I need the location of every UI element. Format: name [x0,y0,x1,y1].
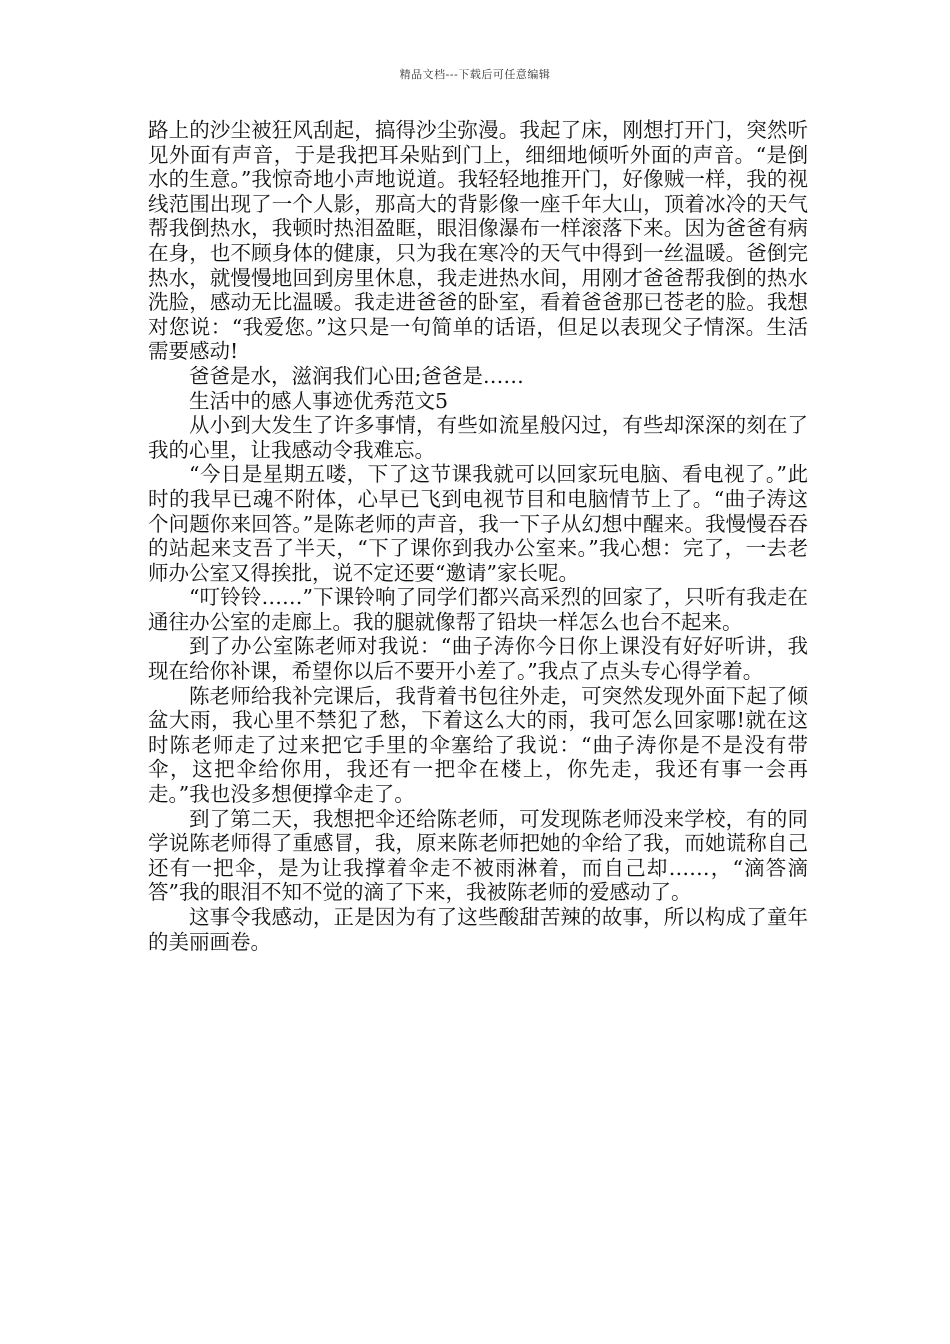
paragraph-7: 到了办公室陈老师对我说：“曲子涛你今日你上课没有好好听讲，我现在给你补课，希望你以后不要开小差了。”我点了点头专心得学着。 [148,634,808,684]
paragraph-8: 陈老师给我补完课后，我背着书包往外走，可突然发现外面下起了倾盆大雨，我心里不禁犯了愁，下着这么大的雨，我可怎么回家哪!就在这时陈老师走了过来把它手里的伞塞给了我说：“曲子涛你是不是没有带伞，这把伞给你用，我还有一把伞在楼上，你先走，我还有事一会再走。”我也没多想便撑伞走了。 [148,683,808,807]
page-header: 精品文档---下载后可任意编辑 [399,68,551,81]
paragraph-2: 爸爸是水，滋润我们心田;爸爸是…… [189,363,524,388]
paragraph-6: “叮铃铃……”下课铃响了同学们都兴高采烈的回家了，只听有我走在通往办公室的走廊上。我的腿就像帮了铅块一样怎么也台不起来。 [148,585,808,634]
paragraph-10: 这事令我感动，正是因为有了这些酸甜苦辣的故事，所以构成了童年的美丽画卷。 [148,905,808,954]
paragraph-1: 路上的沙尘被狂风刮起，搞得沙尘弥漫。我起了床，刚想打开门，突然听见外面有声音，于是我把耳朵贴到门上，细细地倾听外面的声音。“是倒水的生意。”我惊奇地小声地说道。我轻轻地推开门，好像贼一样，我的视线范围出现了一个人影，那高大的背影像一座千年大山，顶着冰冷的天气帮我倒热水，我顿时热泪盈眶，眼泪像瀑布一样滚落下来。因为爸爸有病在身，也不顾身体的健康，只为我在寒冷的天气中得到一丝温暖。爸倒完热水，就慢慢地回到房里休息，我走进热水间，用刚才爸爸帮我倒的热水洗脸，感动无比温暖。我走进爸爸的卧室，看着爸爸那已苍老的脸。我想对您说：“我爱您。”这只是一句简单的话语，但足以表现父子情深。生活需要感动! [148,118,808,364]
paragraph-4: 从小到大发生了许多事情，有些如流星般闪过，有些却深深的刻在了我的心里，让我感动令我难忘。 [148,413,808,462]
document-body [148,118,808,954]
section-title: 生活中的感人事迹优秀范文5 [189,388,449,413]
paragraph-9: 到了第二天，我想把伞还给陈老师，可发现陈老师没来学校，有的同学说陈老师得了重感冒，我，原来陈老师把她的伞给了我，而她谎称自己还有一把伞，是为让我撑着伞走不被雨淋着，而自己却……，“滴答滴答”我的眼泪不知不觉的滴了下来，我被陈老师的爱感动了。 [148,806,808,905]
paragraph-5: “今日是星期五喽，下了这节课我就可以回家玩电脑、看电视了。”此时的我早已魂不附体，心早已飞到电视节目和电脑情节上了。“曲子涛这个问题你来回答。”是陈老师的声音，我一下子从幻想中醒来。我慢慢吞吞的站起来支吾了半天，“下了课你到我办公室来。”我心想：完了，一去老师办公室又得挨批，说不定还要“邀请”家长呢。 [148,462,808,585]
